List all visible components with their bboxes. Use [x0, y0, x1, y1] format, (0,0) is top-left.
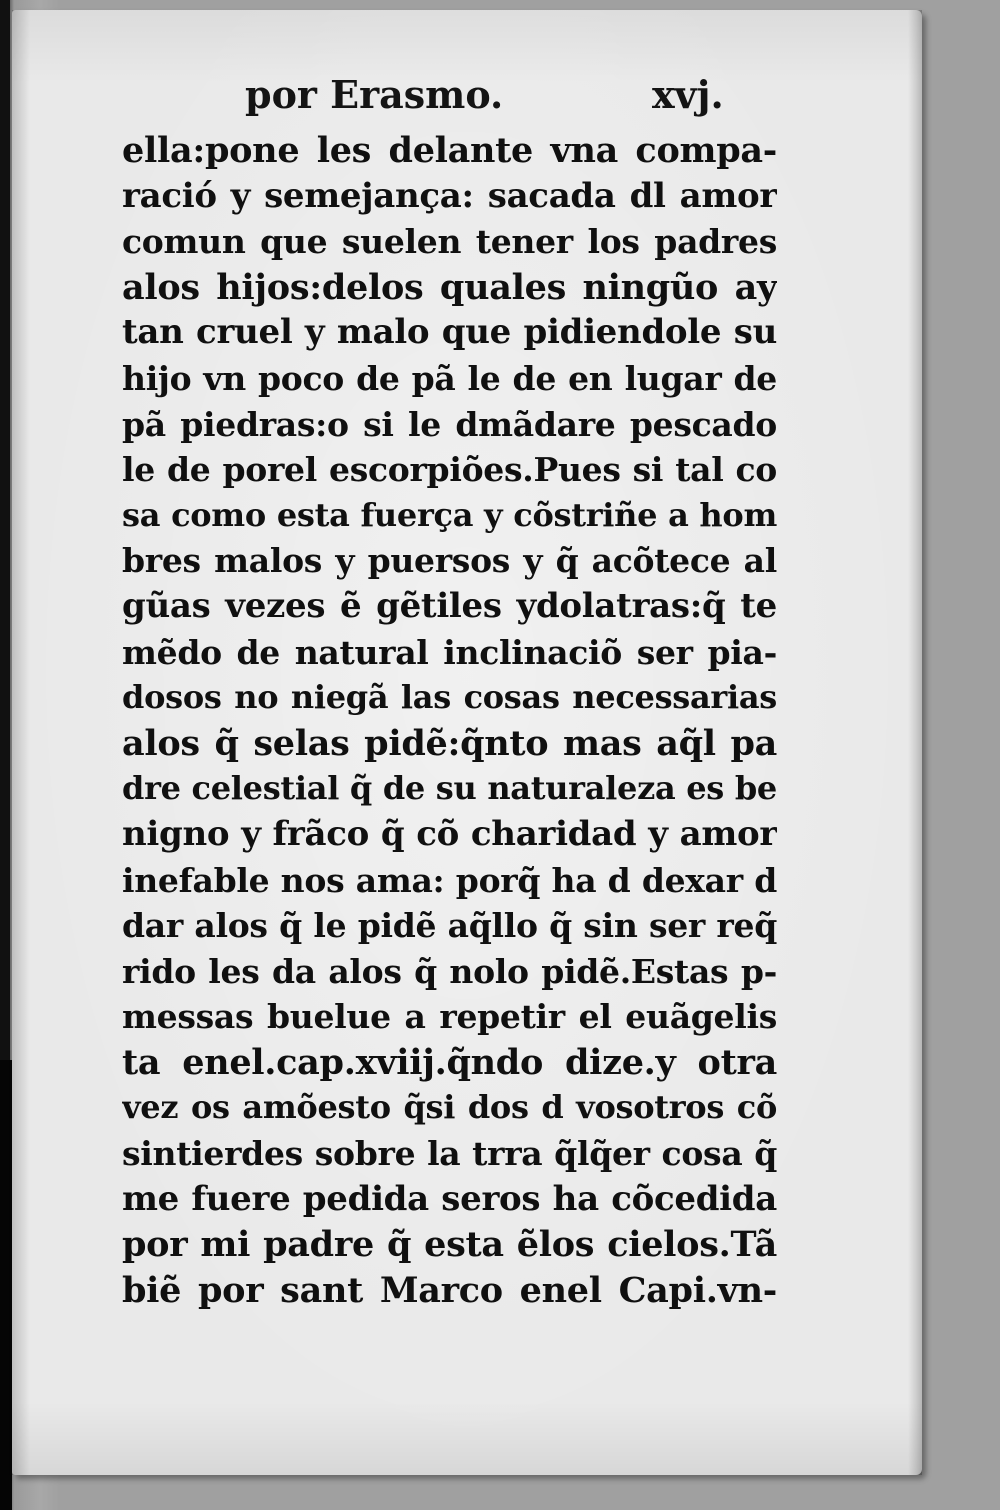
text-line: messas buelue a repetir el euãgelis — [122, 997, 777, 1037]
text-line: le de porel escorpiões.Pues si tal co — [122, 450, 777, 490]
page-edge-shadow — [908, 10, 922, 1475]
text-line: vez os amõesto q̃si dos d vosotros cõ — [122, 1088, 777, 1127]
text-line: dar alos q̃ le pidẽ aq̃llo q̃ sin ser req̃ — [122, 906, 777, 946]
body-text — [122, 128, 777, 1313]
text-line: alos hijos:delos quales ningũo ay — [122, 266, 777, 308]
text-line: bres malos y puersos y q̃ acõtece al — [122, 541, 777, 581]
text-line: dre celestial q̃ de su naturaleza es be — [122, 769, 777, 808]
folio-number: xvj. — [652, 72, 724, 117]
text-line: alos q̃ selas pidẽ:q̃nto mas aq̃l pa — [122, 722, 777, 764]
text-line: hijo vn poco de pã le de en lugar de — [122, 358, 777, 398]
text-line: gũas vezes ẽ gẽtiles ydolatras:q̃ te — [122, 585, 777, 626]
text-line: mẽdo de natural inclinaciõ ser pia- — [122, 632, 777, 672]
text-line: dosos no niegã las cosas necessarias — [122, 678, 777, 717]
text-line: sintierdes sobre la trra q̃lq̃er cosa q̃ — [122, 1134, 777, 1174]
running-head — [120, 72, 770, 122]
text-line: ta enel.cap.xviij.q̃ndo dize.y otra — [122, 1041, 777, 1083]
text-line: comun que suelen tener los padres — [122, 222, 777, 262]
book-binding-shadow — [0, 1060, 12, 1510]
text-line: inefable nos ama: porq̃ ha d dexar d — [122, 860, 777, 900]
text-line: me fuere pedida seros ha cõcedida — [122, 1178, 777, 1219]
gutter-shadow — [12, 10, 30, 1475]
text-line: biẽ por sant Marco enel Capi.vn- — [122, 1269, 777, 1311]
text-line: sa como esta fuerça y cõstriñe a hom — [122, 495, 777, 534]
text-line: por mi padre q̃ esta ẽlos cielos.Tã — [122, 1224, 777, 1266]
text-line: pã piedras:o si le dmãdare pescado — [122, 404, 777, 444]
running-title: por Erasmo. — [245, 72, 504, 117]
text-line: nigno y frãco q̃ cõ charidad y amor — [122, 813, 777, 854]
text-line: rido les da alos q̃ nolo pidẽ.Estas p- — [122, 951, 777, 991]
text-line: tan cruel y malo que pidiendole su — [122, 312, 777, 353]
text-line: ració y semejança: sacada dl amor — [122, 175, 777, 216]
text-line: ella:pone les delante vna compa- — [122, 130, 777, 171]
